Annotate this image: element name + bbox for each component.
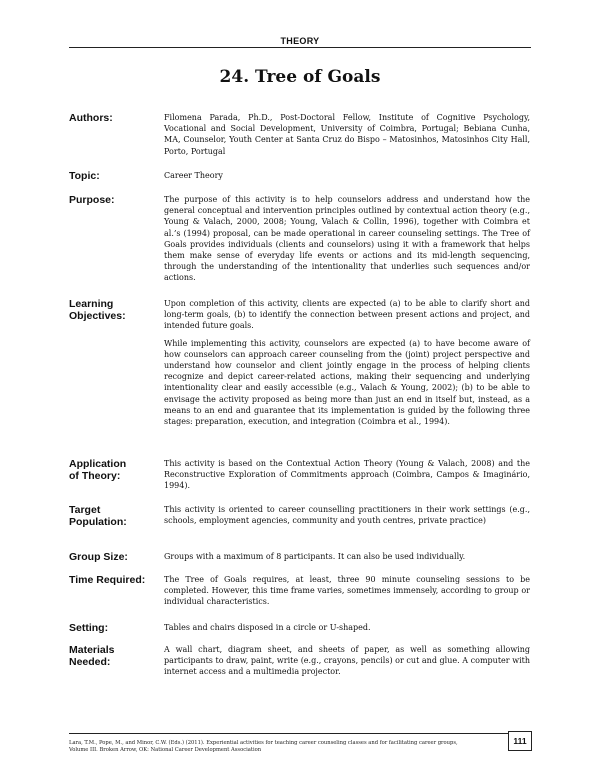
time-required-label: Time Required: xyxy=(69,574,146,586)
setting-text: Tables and chairs disposed in a circle or U-shaped. xyxy=(164,623,371,632)
learning-objectives-label-line2: Objectives: xyxy=(69,310,126,322)
learning-objectives-text xyxy=(164,298,530,427)
learning-objectives-paragraph-1: Upon completion of this activity, clients are expected (a) to be able to clarify short and long-term goals, (b) to identify the connection between present actions and project, and intended future goals. xyxy=(164,299,530,331)
materials-label xyxy=(69,644,161,668)
topic-label: Topic: xyxy=(69,170,100,182)
target-population-label-line1: Target xyxy=(69,504,101,516)
learning-objectives-label xyxy=(69,298,161,322)
application-text: This activity is based on the Contextual Action Theory (Young & Valach, 2008) and the Reconstructive Exploration of Commitments approach (Coimbra, Campos & Imaginário, 1994). xyxy=(164,459,530,491)
group-size-label: Group Size: xyxy=(69,551,128,563)
footer-citation-line1: Lara, T.M., Pope, M., and Minor, C.W. (Eds.) (2011). Experiential activities for teaching career counseling classes and for facilitating career groups, xyxy=(69,740,458,746)
page-title: 24. Tree of Goals xyxy=(219,67,381,87)
target-population-label-line2: Population: xyxy=(69,516,127,528)
materials-text: A wall chart, diagram sheet, and sheets of paper, as well as something allowing participants to draw, paint, write (e.g., crayons, pencils) or cut and glue. A computer with internet access and a multimedia projector. xyxy=(164,645,530,677)
application-label-line1: Application xyxy=(69,458,127,470)
group-size-text: Groups with a maximum of 8 participants. It can also be used individually. xyxy=(164,552,466,561)
footer-divider xyxy=(69,733,531,734)
time-required-text: The Tree of Goals requires, at least, three 90 minute counseling sessions to be completed. However, this time frame varies, sometimes immensely, according to group or individual characteristics. xyxy=(164,575,530,607)
purpose-label: Purpose: xyxy=(69,194,115,206)
section-header: THEORY xyxy=(280,36,320,46)
materials-label-line2: Needed: xyxy=(69,656,111,668)
materials-label-line1: Materials xyxy=(69,644,115,656)
page-number: 111 xyxy=(508,731,532,751)
setting-label: Setting: xyxy=(69,622,109,634)
application-label-line2: of Theory: xyxy=(69,470,121,482)
application-label xyxy=(69,458,161,482)
header-divider xyxy=(69,47,531,48)
footer-citation-line2: Volume III. Broken Arrow, OK: National Career Development Association xyxy=(69,747,262,753)
topic-text: Career Theory xyxy=(164,171,223,180)
target-population-label xyxy=(69,504,161,528)
authors-text: Filomena Parada, Ph.D., Post-Doctoral Fellow, Institute of Cognitive Psychology, Vocational and Social Development, University of Coimbra, Portugal; Bebiana Cunha, MA, Counselor, Youth Center at Santa Cruz do Bispo – Matosinhos, Matosinhos City Hall, Porto, Portugal xyxy=(164,113,530,156)
target-population-text: This activity is oriented to career counselling practitioners in their work settings (e.g., schools, employment agencies, community and youth centres, private practice) xyxy=(164,505,530,526)
learning-objectives-label-line1: Learning xyxy=(69,298,114,310)
purpose-text: The purpose of this activity is to help counselors address and understand how the general conceptual and intervention principles outlined by contextual action theory (e.g., Young & Valach, 2000, 2008; Young, Valach & Collin, 1996), together with Coimbra et al.’s (1994) proposal, can be made operational in career counseling settings. The Tree of Goals provides individuals (clients and counselors) using it with a framework that helps them make sense of everyday life events or actions and its mid-length sequencing, through the understanding of the intentionality that underlies such sequences and/or actions. xyxy=(164,195,530,283)
learning-objectives-paragraph-2: While implementing this activity, counselors are expected (a) to have become aware of how counselors can approach career counseling from the (joint) project perspective and understand how counselor and client jointly engage in the process of helping clients recognize and depict career-related actions, making their sequencing and underlying intentionality clear and easily accessible (e.g., Valach & Young, 2002); (b) to be able to envisage the activity proposed as being more than just an end in itself but, instead, as a means to an end and guarantee that its implementation is guided by the following three stages: preparation, execution, and integration (Coimbra et al., 1994). xyxy=(164,338,530,427)
footer-citation xyxy=(69,740,505,754)
authors-label: Authors: xyxy=(69,112,113,124)
